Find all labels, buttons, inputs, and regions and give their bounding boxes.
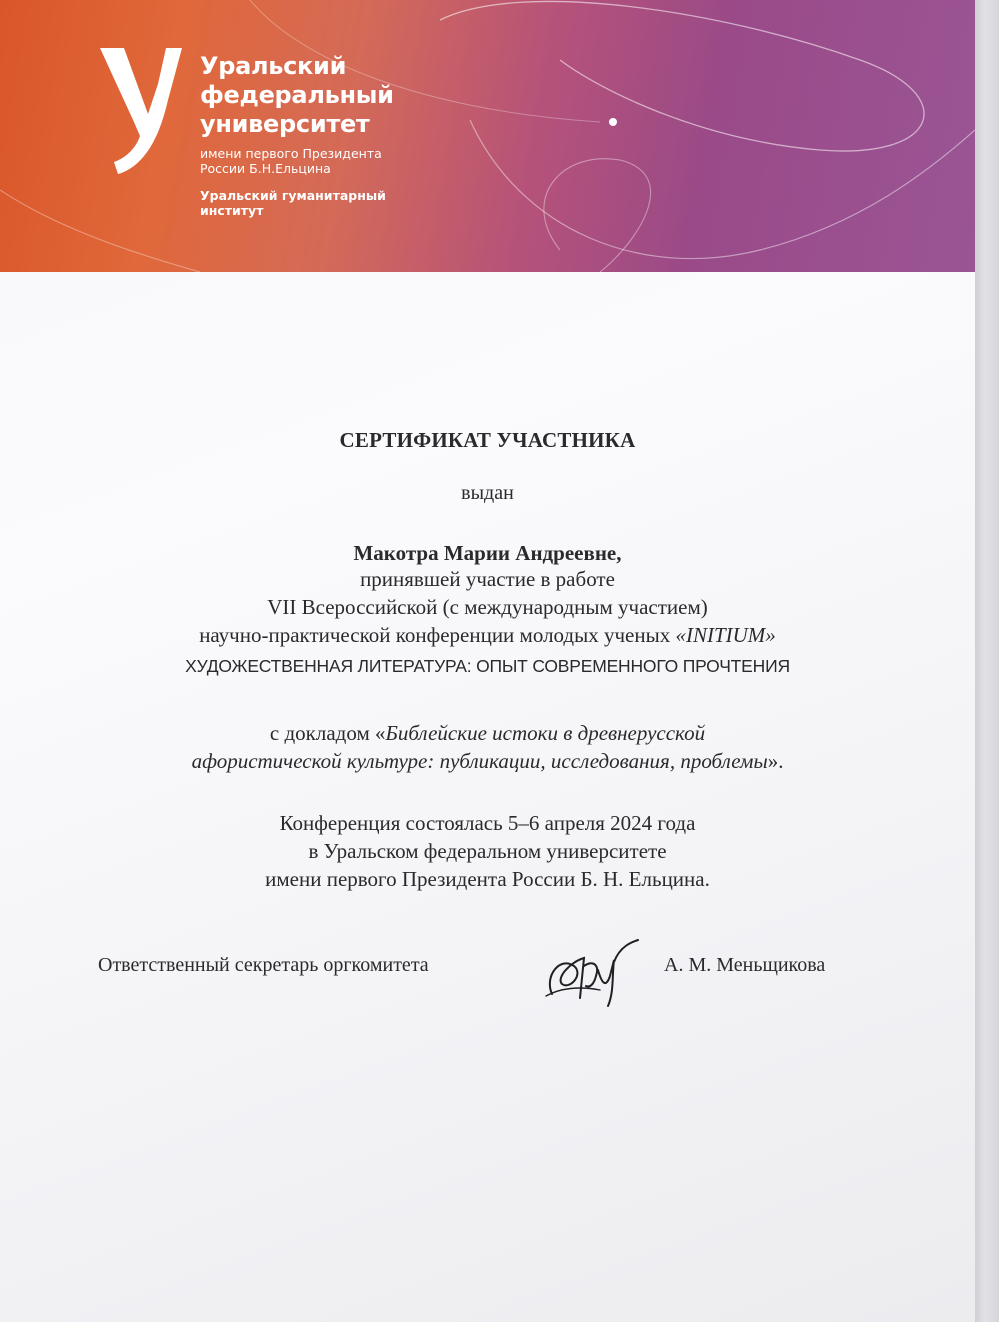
signer-role: Ответственный секретарь оргкомитета — [98, 954, 429, 976]
ural-university-logo-icon — [96, 44, 186, 176]
held-line-3: имени первого Президента России Б. Н. Ельцина. — [265, 867, 710, 891]
report-title-part-1: Библейские истоки в древнерусской — [385, 721, 706, 745]
header-banner — [0, 0, 975, 272]
report-suffix: ». — [767, 749, 784, 773]
conference-acronym: «INITIUM» — [675, 623, 776, 647]
participation-line: принявшей участие в работе — [360, 567, 615, 591]
university-name: Уральский федеральный университет — [200, 52, 394, 138]
issued-label: выдан — [461, 482, 514, 504]
certificate-title: СЕРТИФИКАТ УЧАСТНИКА — [339, 428, 636, 452]
university-subtitle: имени первого Президента России Б.Н.Ельцина — [200, 146, 382, 176]
conference-line-1: VII Всероссийской (с международным участием) — [267, 595, 708, 619]
handwritten-signature-icon — [540, 936, 650, 1008]
next-page-edge — [975, 0, 999, 1322]
report-line-2 — [0, 749, 975, 774]
signer-name: А. М. Меньщикова — [664, 954, 826, 976]
report-title-part-2: афористической культуре: публикации, исследования, проблемы — [191, 749, 768, 773]
held-line-2: в Уральском федеральном университете — [308, 839, 667, 863]
report-line-1 — [0, 721, 975, 746]
conference-theme: ХУДОЖЕСТВЕННАЯ ЛИТЕРАТУРА: ОПЫТ СОВРЕМЕННОГО ПРОЧТЕНИЯ — [185, 656, 790, 676]
recipient-name: Макотра Марии Андреевне, — [353, 541, 622, 565]
institute-name: Уральский гуманитарный институт — [200, 188, 386, 218]
conference-line-2 — [0, 623, 975, 648]
report-prefix: с докладом « — [269, 721, 386, 745]
held-line-1: Конференция состоялась 5–6 апреля 2024 года — [279, 811, 696, 835]
conference-line-2-text: научно-практической конференции молодых ученых — [199, 623, 676, 647]
